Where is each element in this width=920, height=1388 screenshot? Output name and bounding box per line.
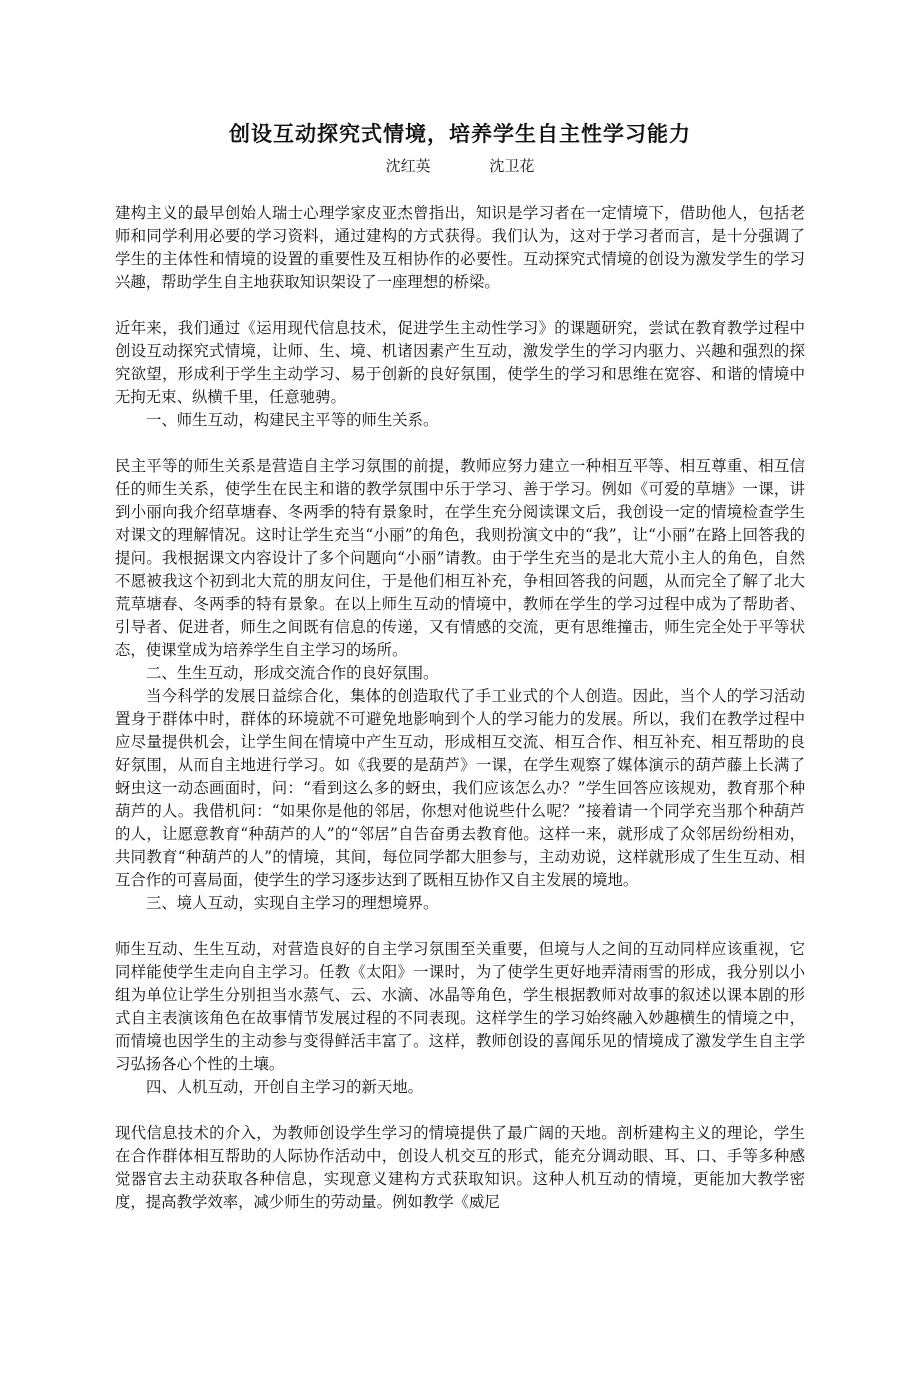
paragraph-gap bbox=[115, 915, 805, 938]
paragraph: 建构主义的最早创始人瑞士心理学家皮亚杰曾指出，知识是学习者在一定情境下，借助他人，包括老师和同学利用必要的学习资料，通过建构的方式获得。我们认为，这对于学习者而言，是十分强调了学生的主体性和情境的设置的重要性及互相协作的必要性。互动探究式情境的创设为激发学生的学习兴趣，帮助学生自主地获取知识架设了一座理想的桥梁。 bbox=[115, 204, 805, 291]
paragraph-gap bbox=[115, 294, 805, 317]
paragraph: 近年来，我们通过《运用现代信息技术，促进学生主动性学习》的课题研究，尝试在教育教学过程中创设互动探究式情境，让师、生、境、机诸因素产生互动，激发学生的学习内驱力、兴趣和强烈的探究欲望，形成利于学生主动学习、易于创新的良好氛围，使学生的学习和思维在宽容、和谐的情境中无拘无束、纵横千里，任意驰骋。 bbox=[115, 319, 805, 406]
article-body bbox=[115, 202, 805, 1214]
section-heading: 二、生生互动，形成交流合作的良好氛围。 bbox=[146, 664, 439, 682]
author-name: 沈红英 bbox=[385, 157, 431, 175]
paragraph-gap bbox=[115, 432, 805, 455]
paragraph: 当今科学的发展日益综合化，集体的创造取代了手工业式的个人创造。因此，当个人的学习活动置身于群体中时，群体的环境就不可避免地影响到个人的学习能力的发展。所以，我们在教学过程中应尽量提供机会，让学生间在情境中产生互动，形成相互交流、相互合作、相互补充、相互帮助的良好氛围，从而自主地进行学习。如《我要的是葫芦》一课，在学生观察了媒体演示的葫芦藤上长满了蚜虫这一动态画面时，问：“看到这么多的蚜虫，我们应该怎么办？”学生回答应该规劝，教育那个种葫芦的人。我借机问：“如果你是他的邻居，你想对他说些什么呢？”接着请一个同学充当那个种葫芦的人，让愿意教育“种葫芦的人”的“邻居”自告奋勇去教育他。这样一来，就形成了众邻居纷纷相劝，共同教育“种葫芦的人”的情境，其间，每位同学都大胆参与，主动劝说，这样就形成了生生互动、相互合作的可喜局面，使学生的学习逐步达到了既相互协作又自主发展的境地。 bbox=[115, 687, 805, 889]
section-heading: 三、境人互动，实现自主学习的理想境界。 bbox=[146, 894, 439, 912]
section-heading: 四、人机互动，开创自主学习的新天地。 bbox=[146, 1078, 424, 1096]
authors-line bbox=[0, 155, 920, 176]
paragraph: 师生互动、生生互动，对营造良好的自主学习氛围至关重要，但境与人之间的互动同样应该重视，它同样能使学生走向自主学习。任教《太阳》一课时，为了使学生更好地弄清雨雪的形成，我分别以小组为单位让学生分别担当水蒸气、云、水滴、冰晶等角色，学生根据教师对故事的叙述以课本剧的形式自主表演该角色在故事情节发展过程的不同表现。这样学生的学习始终融入妙趣横生的情境之中，而情境也因学生的主动参与变得鲜活丰富了。这样，教师创设的喜闻乐见的情境成了激发学生自主学习弘扬各心个性的土壤。 bbox=[115, 940, 805, 1073]
paragraph: 民主平等的师生关系是营造自主学习氛围的前提，教师应努力建立一种相互平等、相互尊重、相互信任的师生关系，使学生在民主和谐的教学氛围中乐于学习、善于学习。例如《可爱的草塘》一课，讲到小丽向我介绍草塘春、冬两季的特有景象时，在学生充分阅读课文后，我创设一定的情境检查学生对课文的理解情况。这时让学生充当“小丽”的角色，我则扮演文中的“我”，让“小丽”在路上回答我的提问。我根据课文内容设计了多个问题向“小丽”请教。由于学生充当的是北大荒小主人的角色，自然不愿被我这个初到北大荒的朋友问住，于是他们相互补充，争相回答我的问题，从而完全了解了北大荒草塘春、冬两季的特有景象。在以上师生互动的情境中，教师在学生的学习过程中成为了帮助者、引导者、促进者，师生之间既有信息的传递，又有情感的交流，更有思维撞击，师生完全处于平等状态，使课堂成为培养学生自主学习的场所。 bbox=[115, 457, 805, 659]
section-heading: 一、师生互动，构建民主平等的师生关系。 bbox=[146, 411, 439, 429]
paragraph: 现代信息技术的介入，为教师创设学生学习的情境提供了最广阔的天地。剖析建构主义的理论，学生在合作群体相互帮助的人际协作活动中，创设人机交互的形式，能充分调动眼、耳、口、手等多种感觉器官去主动获取各种信息，实现意义建构方式获取知识。这种人机互动的情境，更能加大教学密度，提高教学效率，减少师生的劳动量。例如教学《威尼 bbox=[115, 1124, 805, 1211]
author-name: 沈卫花 bbox=[489, 157, 535, 175]
document-title: 创设互动探究式情境，培养学生自主性学习能力 bbox=[229, 122, 691, 146]
paragraph-gap bbox=[115, 1099, 805, 1122]
